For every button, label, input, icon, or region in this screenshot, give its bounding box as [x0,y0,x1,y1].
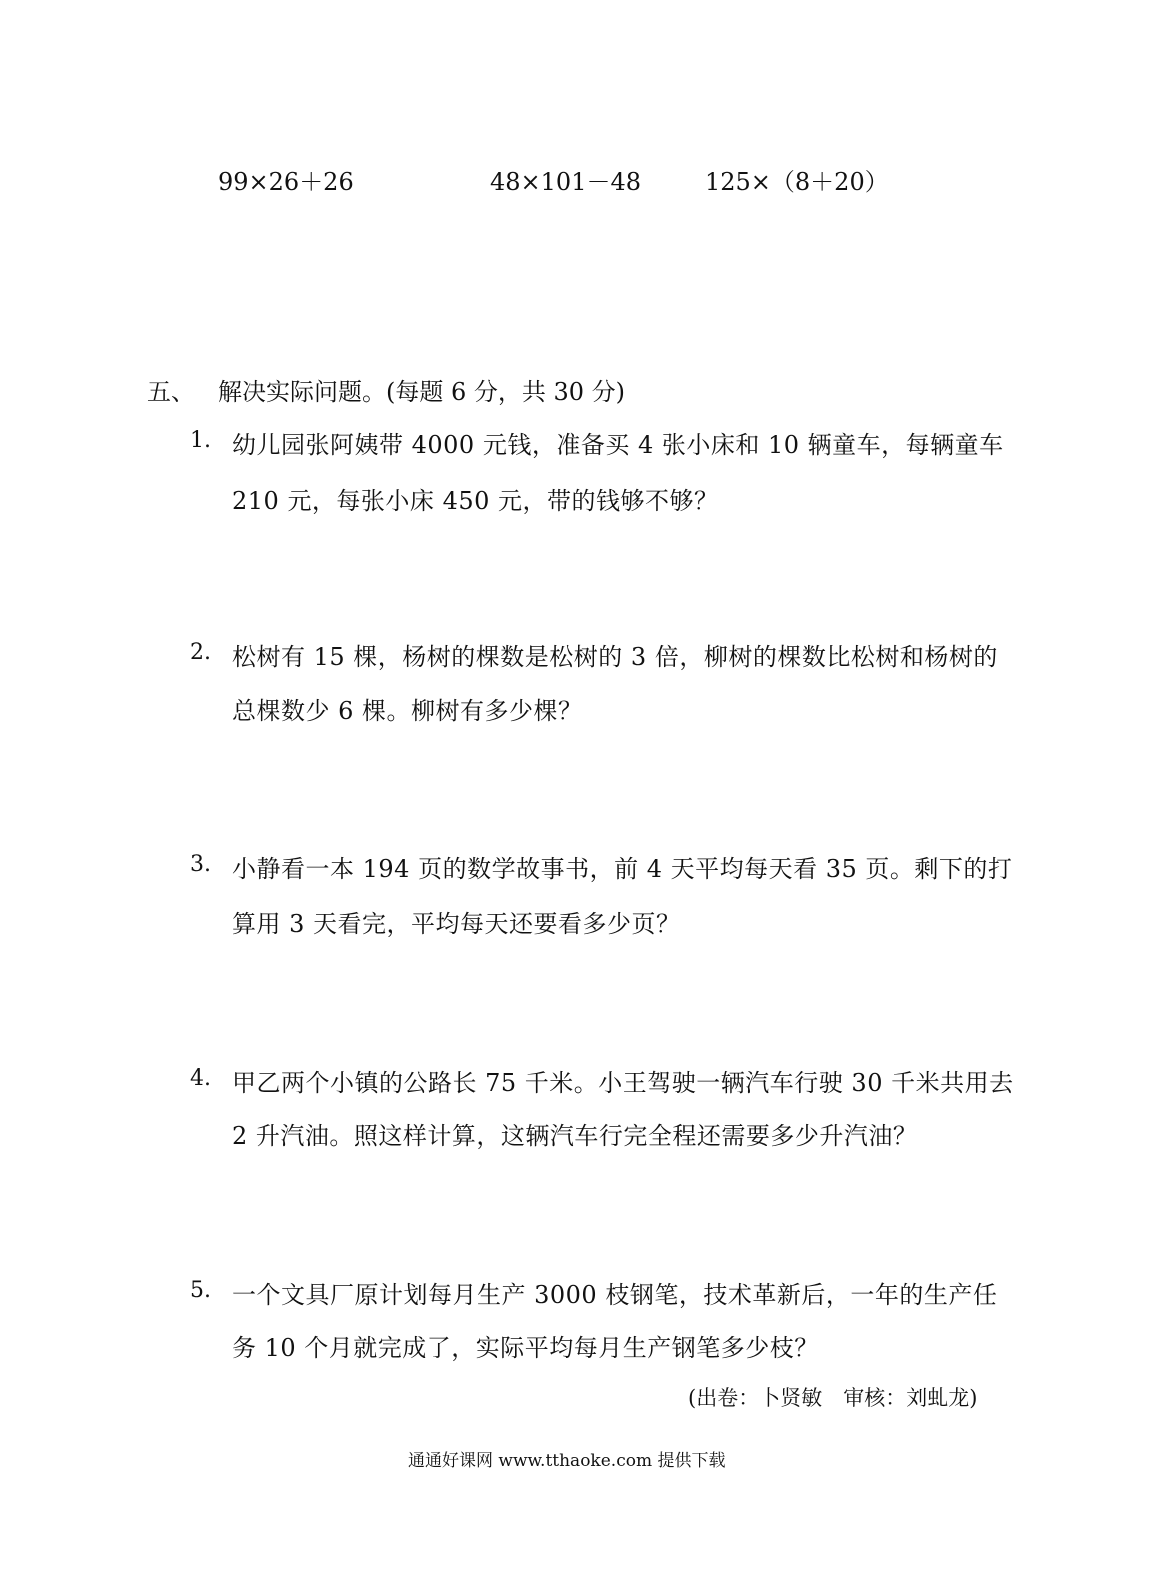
problem-text-line2: 算用 3 天看完，平均每天还要看多少页？ [232,910,681,938]
problem-text-line1: 一个文具厂原计划每月生产 3000 枝钢笔，技术革新后，一年的生产任 [232,1281,998,1309]
problem-number: 5. [190,1278,211,1303]
problem-number: 3. [190,852,211,877]
problem-text-line2: 2 升汽油。照这样计算，这辆汽车行完全程还需要多少升汽油？ [232,1122,918,1150]
problem-number: 1. [190,428,211,453]
problem-text-line1: 甲乙两个小镇的公路长 75 千米。小王驾驶一辆汽车行驶 30 千米共用去 [232,1069,1014,1097]
page-footer: 通通好课网 www.tthaoke.com 提供下载 [408,1451,726,1471]
expression-2: 48×101－48 [490,168,641,196]
problem-text-line1: 松树有 15 棵，杨树的棵数是松树的 3 倍，柳树的棵数比松树和杨树的 [232,643,998,671]
expression-1: 99×26＋26 [218,168,354,196]
author-credit: (出卷：卜贤敏 审核：刘虬龙) [688,1386,978,1410]
problem-text-line2: 210 元，每张小床 450 元，带的钱够不够？ [232,487,719,515]
section-number: 五、 [147,378,195,406]
expression-3: 125×（8＋20） [705,168,889,196]
problem-text-line1: 幼儿园张阿姨带 4000 元钱，准备买 4 张小床和 10 辆童车，每辆童车 [232,431,1004,459]
problem-text-line2: 务 10 个月就完成了，实际平均每月生产钢笔多少枝？ [232,1334,819,1362]
problem-text-line1: 小静看一本 194 页的数学故事书，前 4 天平均每天看 35 页。剩下的打 [232,855,1013,883]
problem-number: 2. [190,640,211,665]
problem-text-line2: 总棵数少 6 棵。柳树有多少棵？ [232,697,583,725]
section-title: 解决实际问题。(每题 6 分，共 30 分) [218,378,626,406]
problem-number: 4. [190,1066,211,1091]
